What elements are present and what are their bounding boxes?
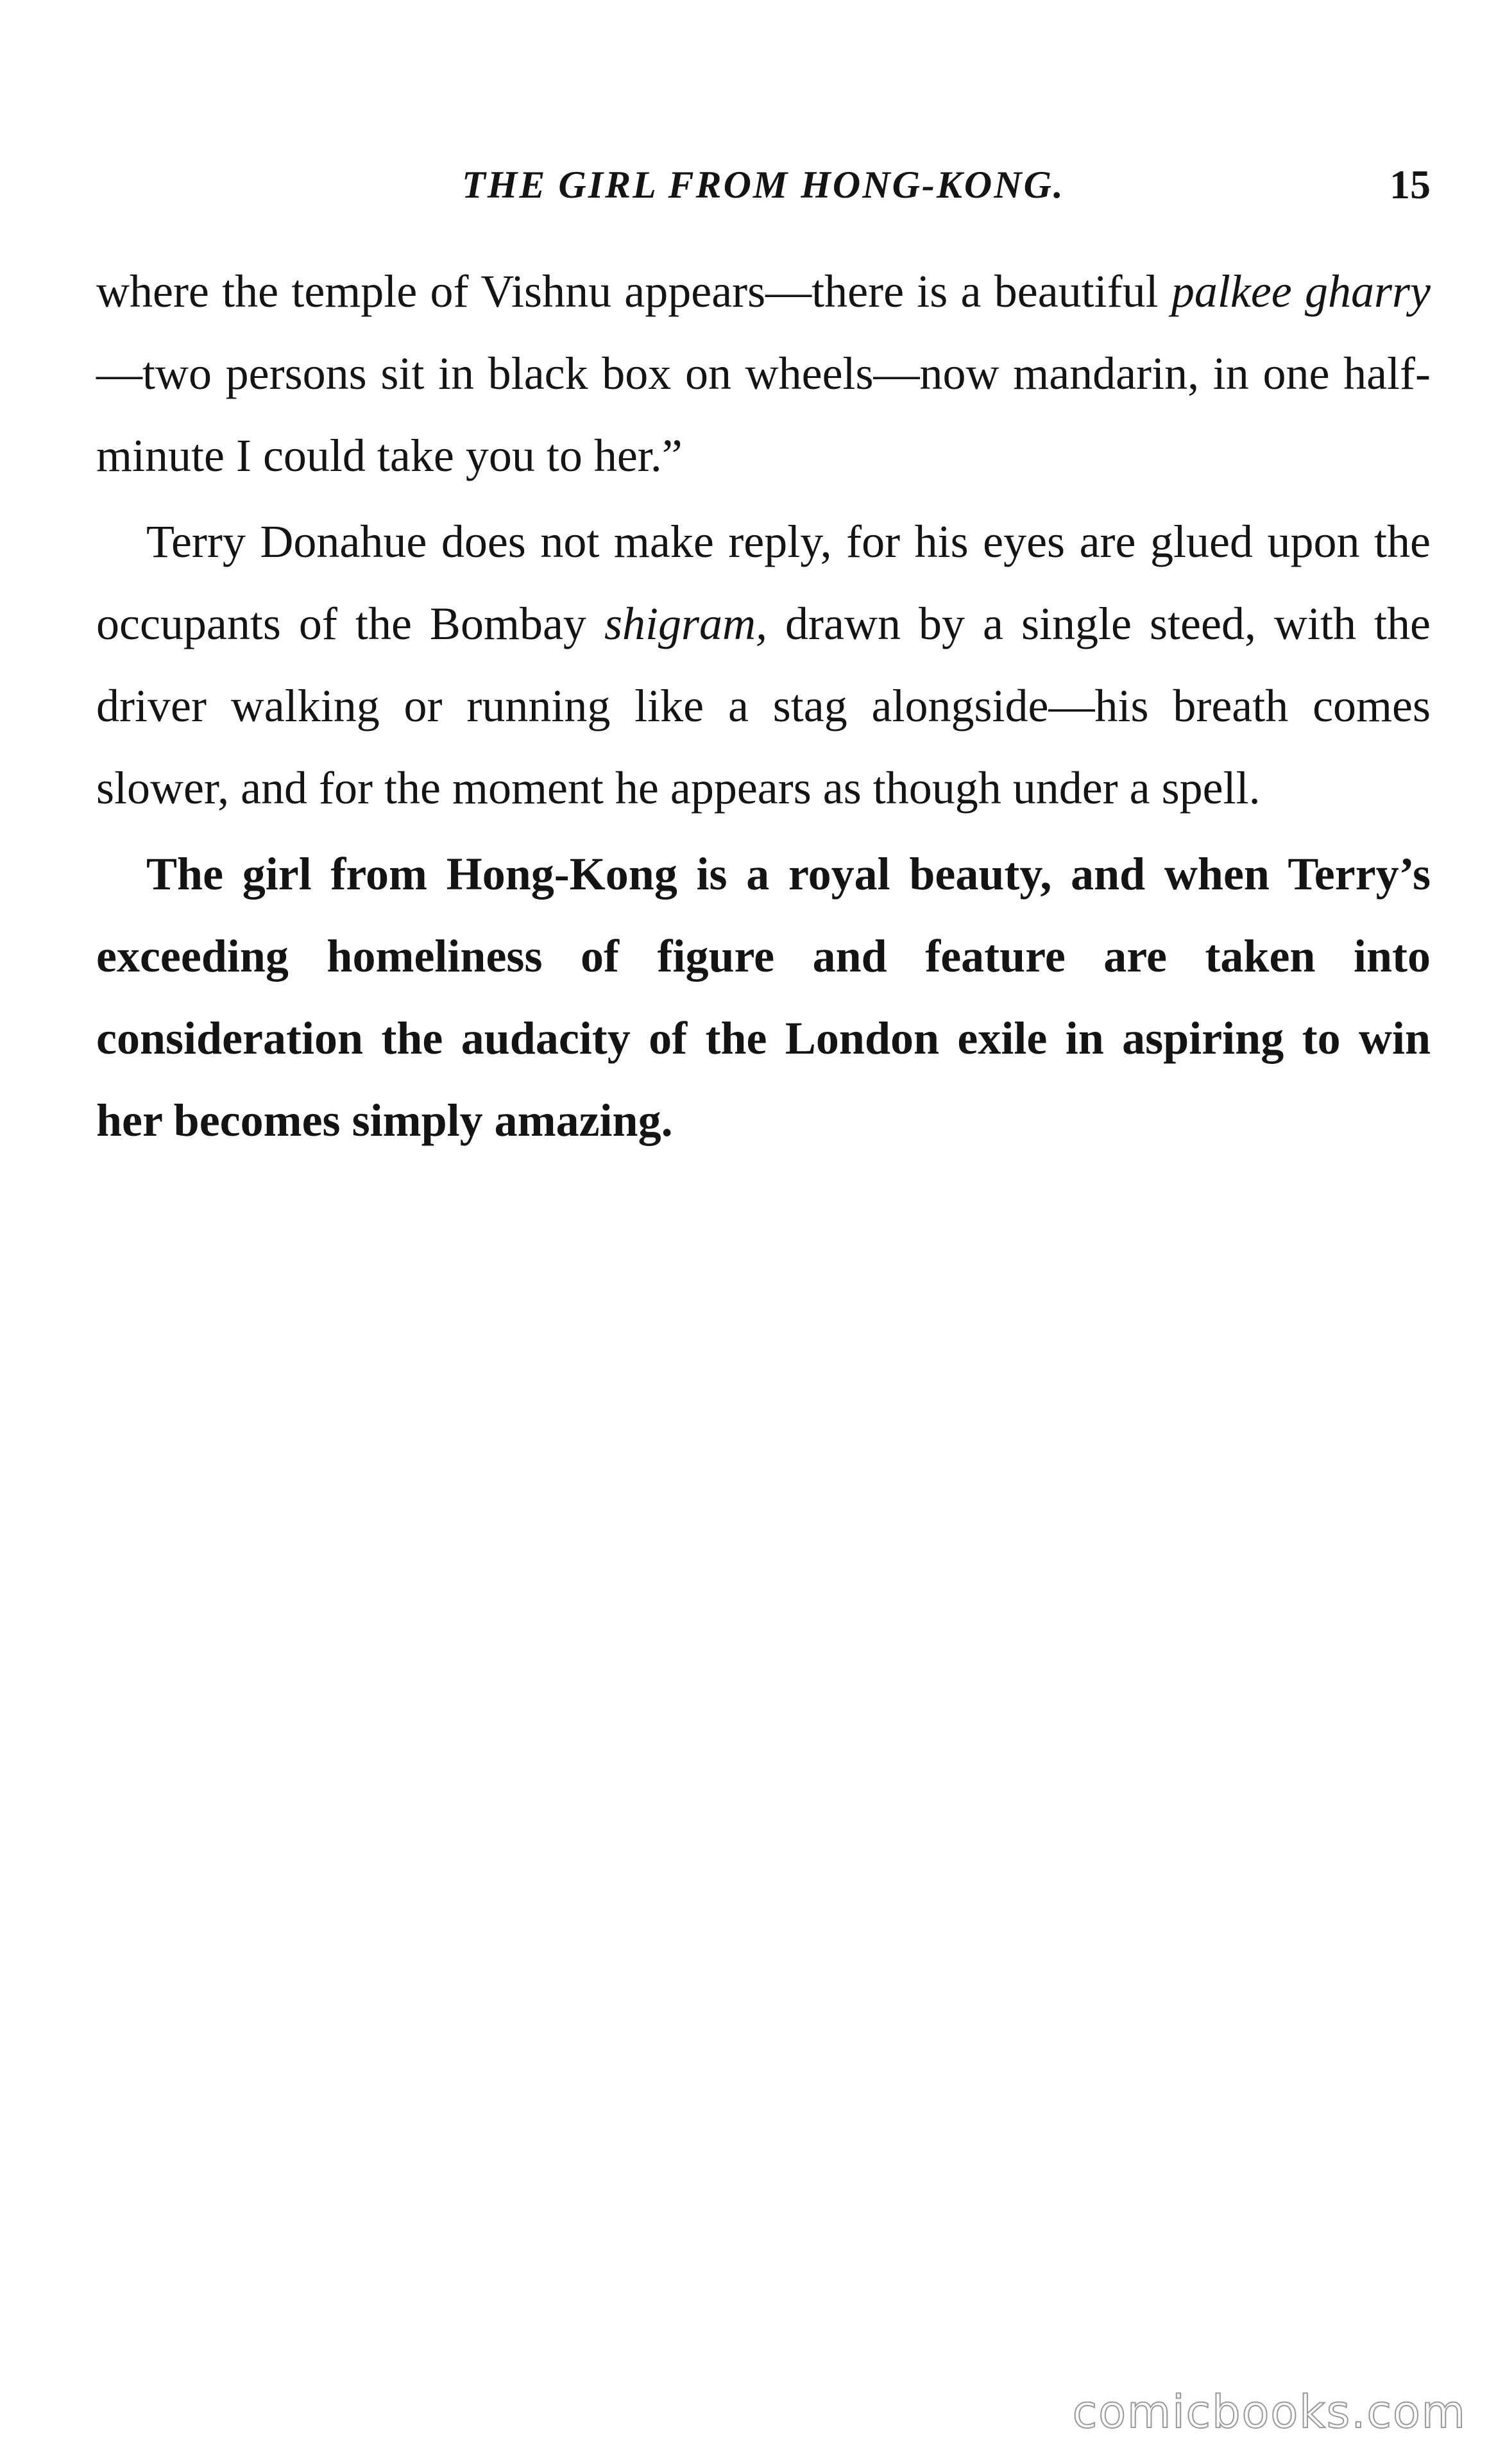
paragraph-1 bbox=[96, 250, 1431, 497]
body-text bbox=[96, 250, 1431, 1165]
text-segment: Terry Donahue does not make reply, for his eyes are glued upon the occupants of the Bombay bbox=[96, 516, 1431, 649]
page-number: 15 bbox=[1390, 162, 1431, 207]
running-head bbox=[96, 153, 1431, 217]
text-segment: where the temple of Vishnu appears—there is a beautiful bbox=[96, 266, 1171, 317]
running-title: THE GIRL FROM HONG-KONG. bbox=[462, 164, 1065, 206]
paragraph-2 bbox=[96, 501, 1431, 829]
text-segment: —two persons sit in black box on wheels—now mandarin, in one half-minute I could take you to her.” bbox=[96, 348, 1431, 481]
text-segment: drawn by a single steed, with the driver walking or running like a stag alongside—his breath comes slower, and for the moment he appears as though under a spell. bbox=[96, 598, 1431, 814]
italic-term-palkee-gharry: palkee gharry bbox=[1171, 266, 1431, 317]
paragraph-3 bbox=[96, 833, 1431, 1161]
text-segment: The girl from Hong-Kong is a royal beauty, and when Terry’s exceeding homeliness of figure and feature are taken into consideration the audacity of the London exile in aspiring to win her becomes simply amazing. bbox=[96, 848, 1431, 1146]
italic-term-shigram: shigram, bbox=[604, 598, 767, 649]
watermark-text: comicbooks.com bbox=[1072, 2386, 1467, 2438]
